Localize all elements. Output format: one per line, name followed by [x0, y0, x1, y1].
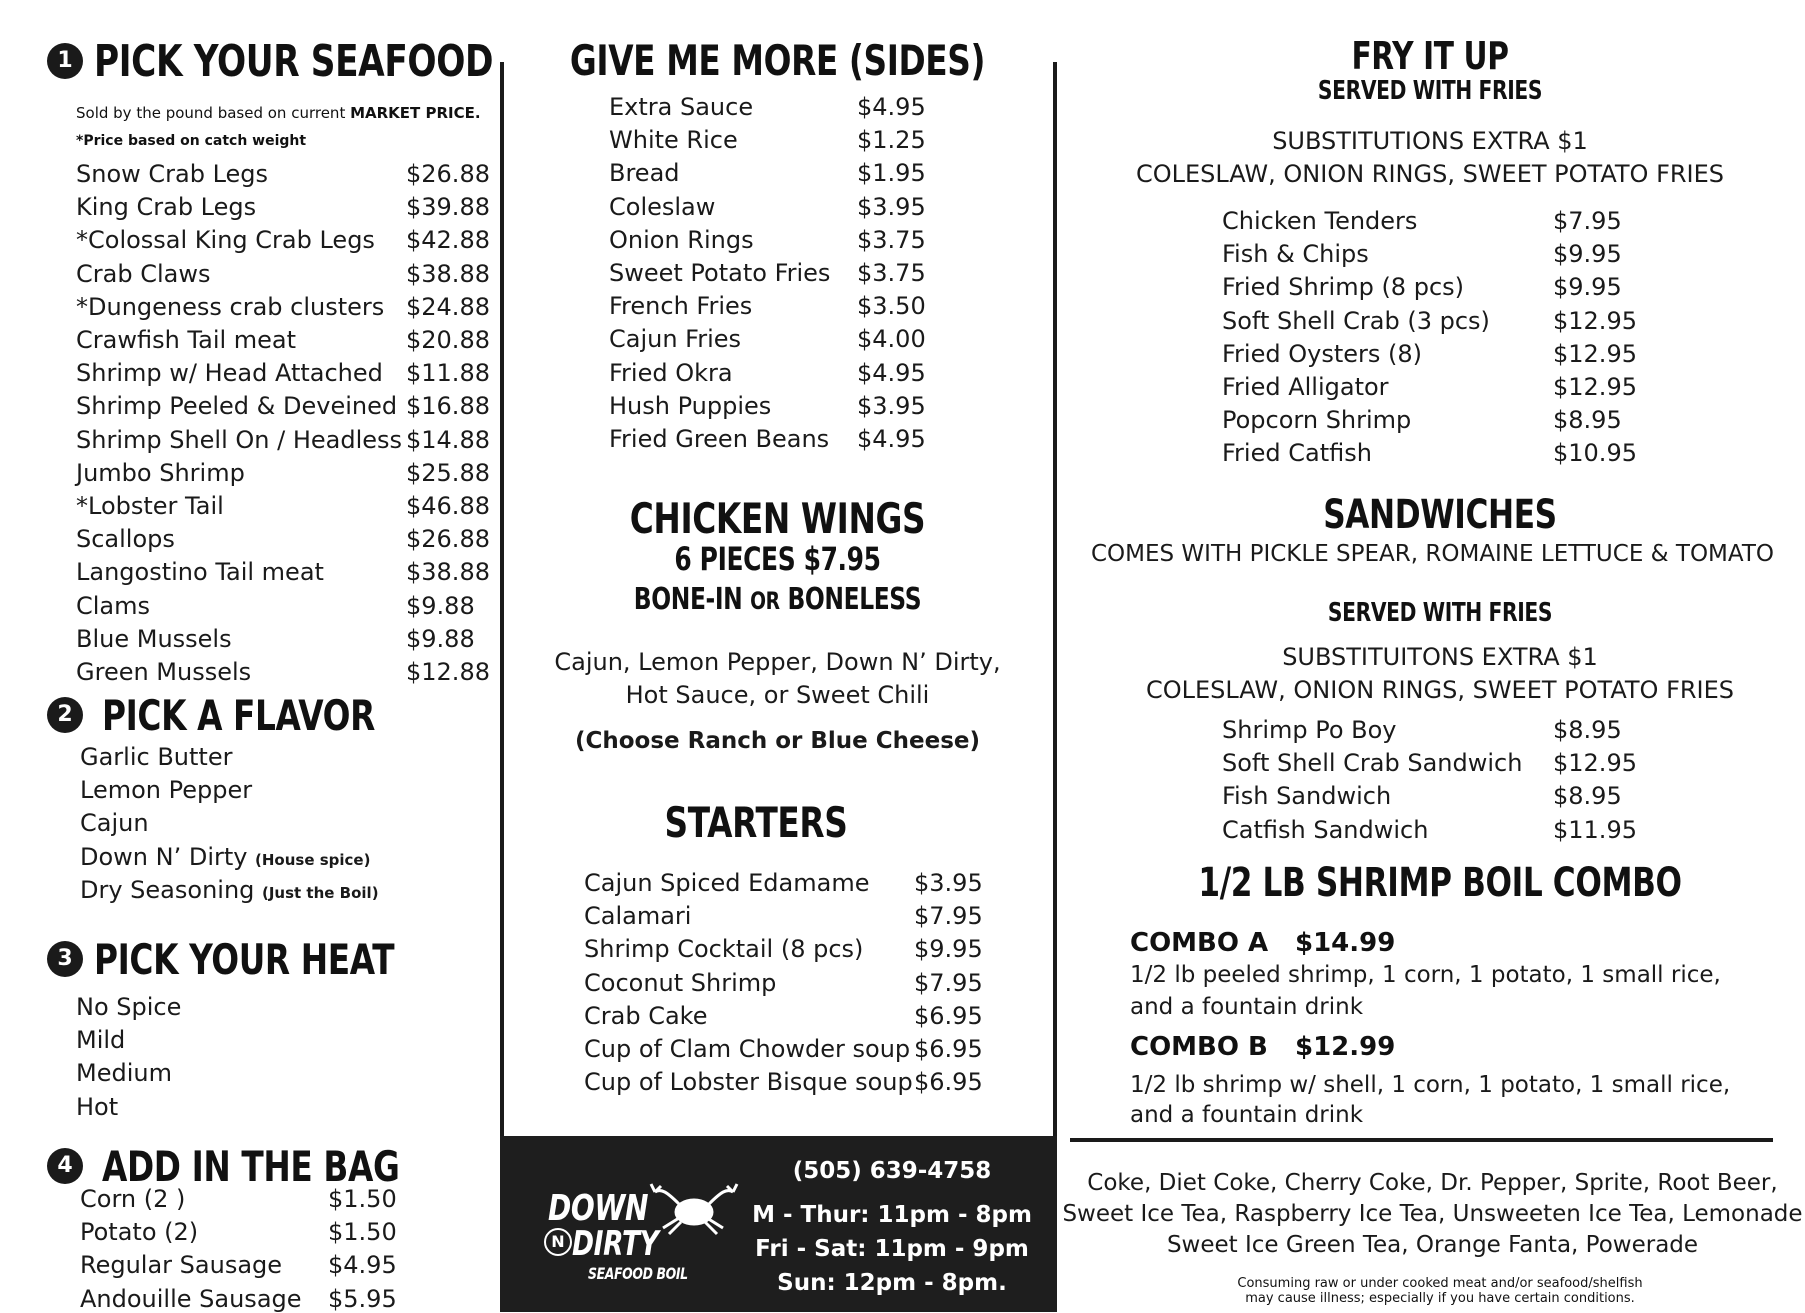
fry-item-name: Fish & Chips: [1222, 240, 1369, 269]
seafood-item-price: $12.88: [406, 658, 490, 686]
section-1-title: PICK YOUR SEAFOOD: [94, 36, 494, 87]
section-3-title: PICK YOUR HEAT: [94, 935, 395, 984]
bag-item-name: Potato (2): [80, 1218, 199, 1247]
bag-item-name: Regular Sausage: [80, 1251, 283, 1280]
seafood-item-price: $38.88: [406, 558, 490, 587]
fry-item-name: Fried Oysters (8): [1222, 339, 1422, 368]
wings-title: CHICKEN WINGS: [629, 494, 926, 543]
seafood-item-name: Shrimp w/ Head Attached: [76, 359, 383, 388]
bag-item-price: $4.95: [328, 1251, 397, 1280]
side-item-price: $4.00: [857, 325, 926, 354]
sandwich-item-name: Catfish Sandwich: [1222, 815, 1429, 844]
fry-substitution-options: COLESLAW, ONION RINGS, SWEET POTATO FRIES: [1135, 160, 1725, 188]
combo-a-price: $14.99: [1295, 928, 1396, 958]
seafood-item-price: $24.88: [406, 292, 490, 321]
seafood-item-name: *Lobster Tail: [76, 492, 224, 520]
starter-item-price: $3.95: [914, 869, 983, 897]
seafood-item-name: Crab Claws: [76, 259, 211, 288]
starter-item-name: Cup of Lobster Bisque soup: [584, 1068, 913, 1097]
bag-item-price: $1.50: [328, 1218, 397, 1247]
sandwich-item-price: $11.95: [1553, 815, 1637, 844]
brand-logo: [544, 1180, 734, 1290]
seafood-item-name: Blue Mussels: [76, 624, 232, 653]
heat-item-name: Mild: [76, 1026, 126, 1055]
market-price-note-text: Sold by the pound based on current: [76, 104, 351, 122]
side-item-name: Coleslaw: [609, 192, 716, 221]
seafood-item-name: Crawfish Tail meat: [76, 326, 297, 354]
flavor-item-note: (House spice): [255, 850, 371, 869]
drinks-line2: Sweet Ice Tea, Raspberry Ice Tea, Unsweeten Ice Tea, Lemonade: [1062, 1201, 1803, 1227]
fry-item-price: $12.95: [1553, 339, 1637, 368]
side-item-price: $3.50: [857, 292, 926, 321]
side-item-name: White Rice: [609, 126, 738, 155]
contact-footer: [500, 1136, 1057, 1312]
seafood-item-name: Snow Crab Legs: [76, 160, 269, 188]
consumer-warning-line2: may cause illness; especially if you have certain conditions.: [1245, 1291, 1635, 1306]
wings-bone-option: [563, 582, 993, 617]
sandwich-item-price: $8.95: [1553, 782, 1622, 811]
starter-item-price: $7.95: [914, 902, 983, 931]
logo-down: DOWN: [548, 1188, 649, 1229]
starter-item-price: $7.95: [914, 968, 983, 997]
divider-right: [1053, 62, 1057, 1137]
logo-n: N: [551, 1232, 565, 1251]
flavor-item-name: Cajun: [80, 809, 149, 838]
fry-item-price: $8.95: [1553, 406, 1622, 435]
market-price-note: [76, 104, 481, 122]
fry-title: FRY IT UP: [1351, 34, 1509, 78]
wings-or: OR: [750, 587, 780, 615]
side-item-name: French Fries: [609, 292, 753, 321]
side-item-price: $3.75: [857, 259, 926, 287]
seafood-item-name: Green Mussels: [76, 658, 252, 686]
seafood-item-price: $9.88: [406, 624, 475, 653]
wings-dip: (Choose Ranch or Blue Cheese): [574, 728, 981, 754]
bag-item-name: Corn (2 ): [80, 1185, 186, 1213]
side-item-price: $1.25: [857, 126, 926, 155]
seafood-item-price: $20.88: [406, 326, 490, 354]
side-item-price: $3.75: [857, 225, 926, 254]
phone-number[interactable]: (505) 639-4758: [792, 1158, 992, 1184]
starter-item-price: $9.95: [914, 935, 983, 964]
starter-item-price: $6.95: [914, 1068, 983, 1097]
side-item-price: $1.95: [857, 159, 926, 188]
wings-bone-in: BONE-IN: [633, 582, 743, 617]
fry-item-name: Popcorn Shrimp: [1222, 406, 1412, 435]
bag-item-price: $1.50: [328, 1185, 397, 1213]
combo-b-name: COMBO B: [1130, 1032, 1268, 1062]
seafood-item-price: $25.88: [406, 458, 490, 487]
seafood-item-price: $26.88: [406, 525, 490, 554]
side-item-name: Hush Puppies: [609, 391, 772, 420]
sandwiches-comes-with: COMES WITH PICKLE SPEAR, ROMAINE LETTUCE & TOMATO: [1090, 541, 1775, 567]
sandwiches-title: SANDWICHES: [1323, 492, 1557, 538]
side-item-price: $4.95: [857, 425, 926, 453]
seafood-item-price: $26.88: [406, 160, 490, 188]
seafood-item-price: $14.88: [406, 425, 490, 454]
side-item-name: Onion Rings: [609, 225, 754, 254]
fry-item-price: $7.95: [1553, 207, 1622, 235]
fry-item-name: Fried Shrimp (8 pcs): [1222, 273, 1465, 302]
combo-a-name: COMBO A: [1130, 928, 1269, 958]
market-price-bold: MARKET PRICE.: [350, 104, 481, 122]
combo-b-desc-line1: 1/2 lb shrimp w/ shell, 1 corn, 1 potato, 1 small rice,: [1130, 1072, 1731, 1098]
fry-item-name: Fried Catfish: [1222, 439, 1372, 468]
bag-item-price: $5.95: [328, 1284, 397, 1313]
catch-weight-note: *Price based on catch weight: [76, 133, 307, 149]
side-item-price: $3.95: [857, 192, 926, 221]
wings-flavors-line2: Hot Sauce, or Sweet Chili: [625, 681, 930, 709]
seafood-item-name: Clams: [76, 591, 151, 620]
seafood-item-name: *Dungeness crab clusters: [76, 292, 385, 321]
logo-n-badge: [544, 1228, 572, 1256]
bag-item-name: Andouille Sausage: [80, 1284, 302, 1313]
flavor-item-note: (Just the Boil): [262, 883, 379, 902]
flavor-item-name: Dry Seasoning: [80, 875, 255, 904]
flavor-item-name: Down N’ Dirty: [80, 842, 248, 871]
combo-b-price: $12.99: [1295, 1032, 1396, 1062]
seafood-item-price: $38.88: [406, 259, 490, 288]
fry-substitutions: SUBSTITUTIONS EXTRA $1: [1272, 127, 1588, 155]
starters-title: STARTERS: [664, 798, 848, 847]
sandwiches-substitutions: SUBSTITUITONS EXTRA $1: [1282, 643, 1598, 671]
logo-dirty: DIRTY: [572, 1224, 659, 1264]
seafood-item-price: $16.88: [406, 392, 490, 421]
crab-icon: [649, 1178, 739, 1238]
starter-item-price: $6.95: [914, 1001, 983, 1030]
sandwich-item-price: $12.95: [1553, 749, 1637, 778]
side-item-name: Fried Green Beans: [609, 425, 830, 453]
side-item-name: Bread: [609, 159, 680, 188]
seafood-item-name: *Colossal King Crab Legs: [76, 226, 375, 255]
starter-item-name: Crab Cake: [584, 1001, 708, 1030]
side-item-name: Extra Sauce: [609, 93, 754, 121]
fry-item-price: $9.95: [1553, 240, 1622, 269]
wings-pieces: 6 PIECES $7.95: [674, 540, 881, 578]
starter-item-name: Cup of Clam Chowder soup: [584, 1035, 911, 1063]
fry-served-with-fries: SERVED WITH FRIES: [1317, 76, 1543, 106]
fry-item-price: $12.95: [1553, 306, 1637, 335]
starter-item-price: $6.95: [914, 1035, 983, 1063]
fry-item-price: $9.95: [1553, 273, 1622, 302]
flavor-item-name: Garlic Butter: [80, 743, 233, 771]
starter-item-name: Shrimp Cocktail (8 pcs): [584, 935, 864, 964]
sandwiches-served-with-fries: SERVED WITH FRIES: [1327, 598, 1553, 628]
fry-item-name: Soft Shell Crab (3 pcs): [1222, 306, 1490, 335]
section-4-title: ADD IN THE BAG: [102, 1142, 400, 1191]
side-item-name: Sweet Potato Fries: [609, 259, 831, 287]
step-3-badge: 3: [47, 941, 83, 977]
side-item-name: Fried Okra: [609, 358, 733, 387]
combo-a-desc-line2: and a fountain drink: [1130, 994, 1364, 1020]
fry-item-price: $10.95: [1553, 439, 1637, 468]
flavor-item-name: Lemon Pepper: [80, 776, 253, 805]
seafood-item-price: $42.88: [406, 226, 490, 255]
seafood-item-name: Jumbo Shrimp: [76, 458, 245, 487]
combo-a-desc-line1: 1/2 lb peeled shrimp, 1 corn, 1 potato, 1 small rice,: [1130, 962, 1721, 988]
sides-title: GIVE ME MORE (SIDES): [569, 36, 986, 85]
seafood-item-name: Langostino Tail meat: [76, 558, 324, 587]
fry-item-price: $12.95: [1553, 373, 1637, 401]
starter-item-name: Coconut Shrimp: [584, 968, 777, 997]
divider-left: [500, 62, 504, 1137]
seafood-item-name: Scallops: [76, 525, 175, 554]
logo-seafood-boil: SEAFOOD BOIL: [588, 1264, 688, 1283]
wings-flavors-line1: Cajun, Lemon Pepper, Down N’ Dirty,: [554, 648, 1001, 676]
step-2-badge: 2: [47, 697, 83, 733]
sandwich-item-name: Fish Sandwich: [1222, 782, 1392, 811]
side-item-price: $3.95: [857, 391, 926, 420]
seafood-item-price: $11.88: [406, 359, 490, 388]
starter-item-name: Cajun Spiced Edamame: [584, 869, 870, 897]
sandwich-item-name: Shrimp Po Boy: [1222, 716, 1397, 744]
heat-item-name: No Spice: [76, 993, 182, 1021]
seafood-item-name: Shrimp Shell On / Headless: [76, 425, 403, 454]
combo-b-desc-line2: and a fountain drink: [1130, 1102, 1364, 1128]
side-item-price: $4.95: [857, 93, 926, 121]
wings-boneless: BONELESS: [787, 582, 922, 617]
drinks-line1: Coke, Diet Coke, Cherry Coke, Dr. Pepper, Sprite, Root Beer,: [1087, 1170, 1778, 1196]
step-1-badge: 1: [47, 43, 83, 79]
seafood-item-name: King Crab Legs: [76, 193, 257, 222]
drinks-divider: [1070, 1138, 1773, 1142]
section-2-title: PICK A FLAVOR: [102, 691, 375, 740]
heat-item-name: Hot: [76, 1092, 119, 1121]
sandwiches-substitution-options: COLESLAW, ONION RINGS, SWEET POTATO FRIES: [1145, 676, 1735, 704]
hours-mon-thu: M - Thur: 11pm - 8pm: [752, 1202, 1032, 1228]
side-item-price: $4.95: [857, 358, 926, 387]
combo-title: 1/2 LB SHRIMP BOIL COMBO: [1198, 860, 1682, 906]
seafood-item-name: Shrimp Peeled & Deveined: [76, 392, 398, 421]
hours-sun: Sun: 12pm - 8pm.: [777, 1270, 1007, 1296]
consumer-warning-line1: Consuming raw or under cooked meat and/or seafood/shelfish: [1237, 1276, 1643, 1291]
sandwich-item-name: Soft Shell Crab Sandwich: [1222, 749, 1523, 778]
side-item-name: Cajun Fries: [609, 325, 742, 354]
hours-fri-sat: Fri - Sat: 11pm - 9pm: [755, 1236, 1029, 1262]
fry-item-name: Chicken Tenders: [1222, 207, 1418, 235]
seafood-item-price: $9.88: [406, 591, 475, 620]
fry-item-name: Fried Alligator: [1222, 373, 1389, 401]
heat-item-name: Medium: [76, 1059, 172, 1088]
drinks-line3: Sweet Ice Green Tea, Orange Fanta, Powerade: [1166, 1232, 1699, 1258]
step-4-badge: 4: [47, 1148, 83, 1184]
seafood-item-price: $39.88: [406, 193, 490, 222]
sandwich-item-price: $8.95: [1553, 716, 1622, 744]
starter-item-name: Calamari: [584, 902, 692, 931]
seafood-item-price: $46.88: [406, 492, 490, 520]
